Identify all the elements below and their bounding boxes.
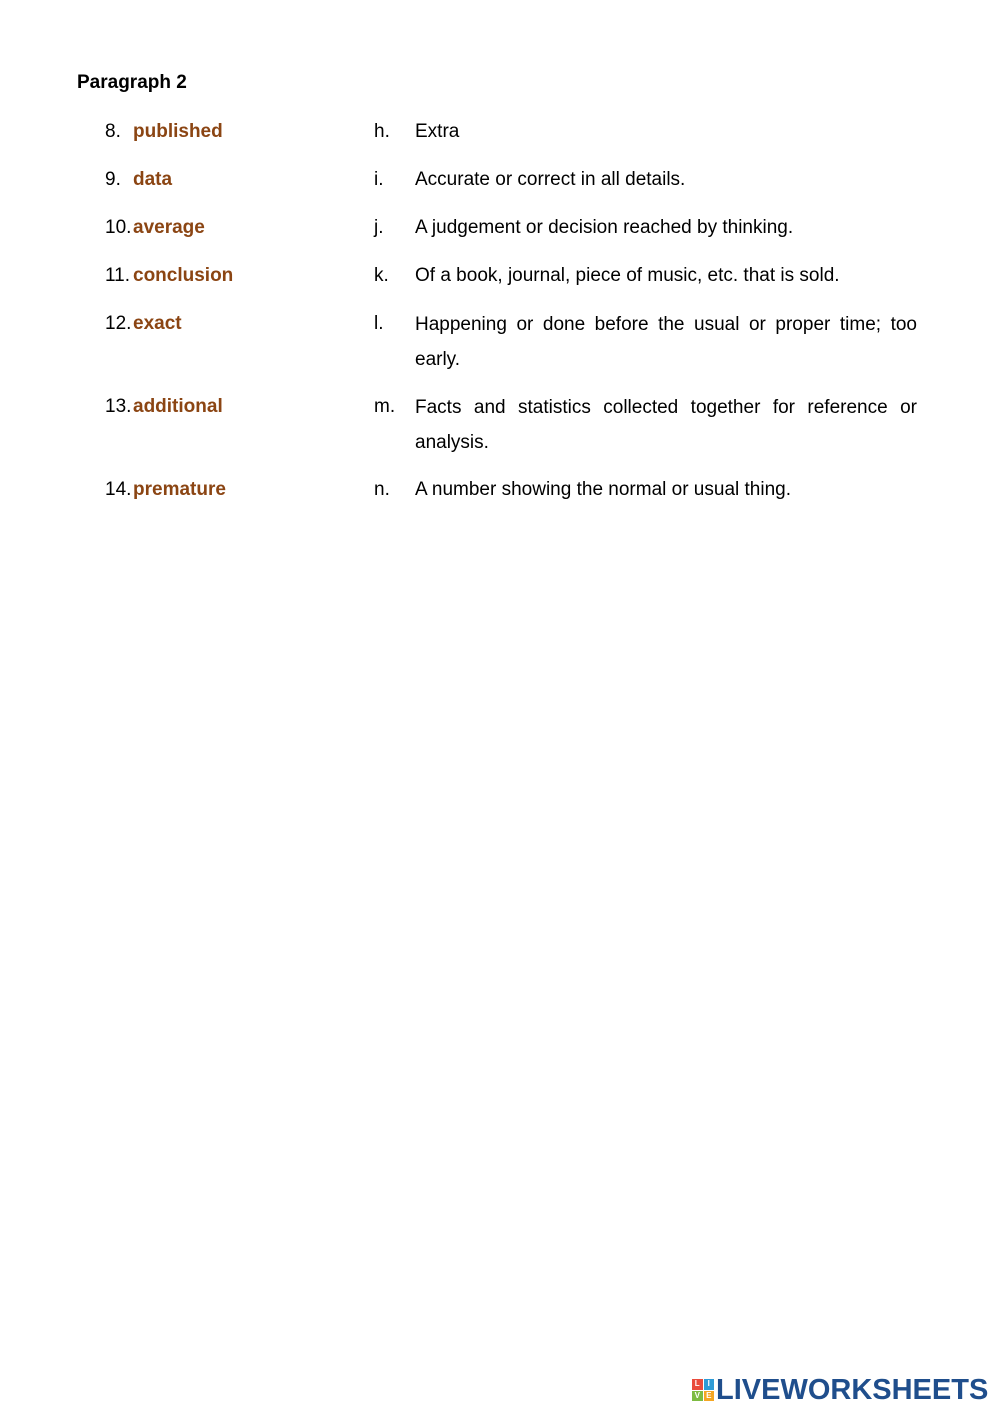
definition-letter: m. bbox=[374, 396, 396, 417]
word-number: 10. bbox=[105, 217, 132, 238]
definition-letter: j. bbox=[374, 217, 384, 238]
definition-letter: k. bbox=[374, 265, 389, 286]
vocabulary-word: premature bbox=[133, 479, 226, 500]
logo-text: LIVEWORKSHEETS bbox=[716, 1373, 989, 1406]
page-heading: Paragraph 2 bbox=[77, 72, 187, 93]
definition-text: A judgement or decision reached by thinking. bbox=[415, 217, 794, 238]
vocabulary-word: average bbox=[133, 217, 205, 238]
logo-icon-tile: V bbox=[692, 1391, 703, 1402]
logo-icon-tile: E bbox=[704, 1391, 715, 1402]
definition-letter: l. bbox=[374, 313, 384, 334]
definition-text: Of a book, journal, piece of music, etc. that is sold. bbox=[415, 265, 840, 286]
vocabulary-word: published bbox=[133, 121, 223, 142]
vocabulary-word: additional bbox=[133, 396, 223, 417]
word-number: 12. bbox=[105, 313, 132, 334]
word-number: 11. bbox=[105, 265, 131, 286]
definition-letter: i. bbox=[374, 169, 384, 190]
liveworksheets-logo-icon bbox=[692, 1379, 714, 1401]
definition-letter: h. bbox=[374, 121, 390, 142]
logo-icon-tile: L bbox=[692, 1379, 703, 1390]
vocabulary-word: data bbox=[133, 169, 173, 190]
logo-icon-tile: I bbox=[704, 1379, 715, 1390]
definition-text: Happening or done before the usual or proper time; too early. bbox=[415, 314, 917, 370]
vocabulary-word: exact bbox=[133, 313, 182, 334]
definition-text: Extra bbox=[415, 121, 460, 142]
definition-text: Accurate or correct in all details. bbox=[415, 169, 686, 190]
liveworksheets-logo bbox=[692, 1374, 988, 1406]
definition-letter: n. bbox=[374, 479, 390, 500]
word-number: 9. bbox=[105, 169, 121, 190]
word-number: 14. bbox=[105, 479, 132, 500]
definition-text: Facts and statistics collected together for reference or analysis. bbox=[415, 397, 917, 453]
word-number: 8. bbox=[105, 121, 121, 142]
word-number: 13. bbox=[105, 396, 132, 417]
vocabulary-word: conclusion bbox=[133, 265, 234, 286]
definition-text: A number showing the normal or usual thing. bbox=[415, 479, 791, 500]
